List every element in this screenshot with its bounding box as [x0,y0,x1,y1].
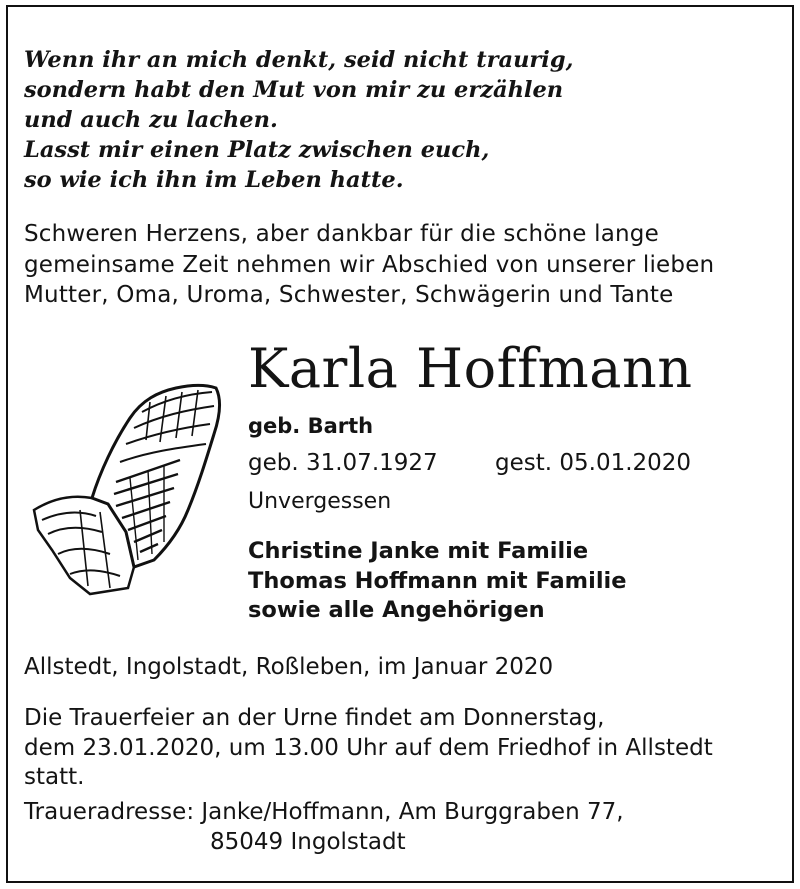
motto: Unvergessen [248,489,392,514]
mourners-list [248,537,627,626]
poem-line: sondern habt den Mut von mir zu erzählen [24,77,564,103]
poem-line: Lasst mir einen Platz zwischen euch, [24,137,490,163]
service-line: dem 23.01.2020, um 13.00 Uhr auf dem Friedhof in Allstedt [24,734,713,761]
intro-text [24,219,714,311]
maiden-name: geb. Barth [248,414,374,438]
intro-line: gemeinsame Zeit nehmen wir Abschied von unserer lieben [24,251,715,278]
poem-line: Wenn ihr an mich denkt, seid nicht traurig, [24,47,574,73]
service-line: statt. [24,764,85,790]
obituary-notice [6,5,794,883]
mourner-line: sowie alle Angehörigen [248,597,545,623]
intro-line: Schweren Herzens, aber dankbar für die schöne lange [24,221,659,247]
service-line: Die Trauerfeier an der Urne findet am Donnerstag, [24,705,605,731]
condolence-address-line1: Traueradresse: Janke/Hoffmann, Am Burggraben 77, [24,799,624,825]
poem [24,45,573,195]
funeral-service-info [24,704,713,793]
intro-line: Mutter, Oma, Uroma, Schwester, Schwägerin und Tante [24,282,674,308]
deceased-name: Karla Hoffmann [248,337,693,400]
place-and-date: Allstedt, Ingolstadt, Roßleben, im Januar 2020 [24,654,554,680]
mourner-line: Thomas Hoffmann mit Familie [248,567,627,594]
poem-line: und auch zu lachen. [24,107,278,133]
death-date: gest. 05.01.2020 [495,450,692,476]
poem-line: so wie ich ihn im Leben hatte. [24,167,404,193]
mourner-line: Christine Janke mit Familie [248,538,589,564]
birth-date: geb. 31.07.1927 [248,450,438,476]
condolence-address-line2: 85049 Ingolstadt [210,829,406,855]
praying-hands-icon [30,382,230,597]
